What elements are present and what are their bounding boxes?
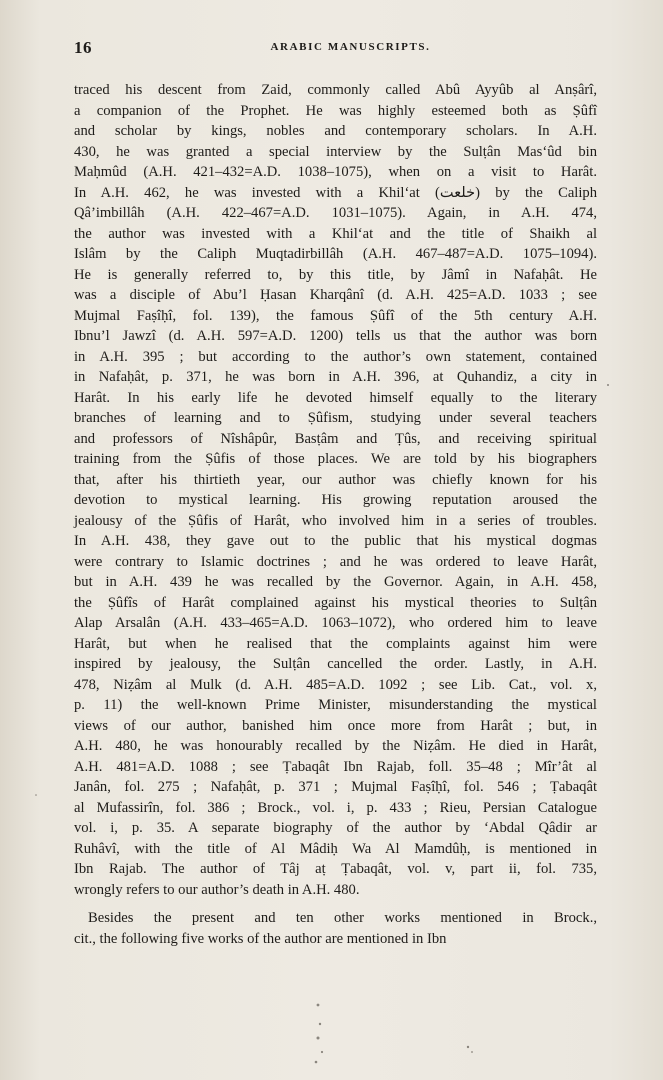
text-line: He is generally referred to, by this title, by Jâmî in Nafaḥât. He [74, 266, 597, 283]
page-header [74, 38, 599, 60]
text-line: traced his descent from Zaid, commonly called Abû Ayyûb al Anṣârî, [74, 82, 597, 98]
text-line: views of our author, banished him once more from Harât ; but, in [74, 717, 597, 734]
text-line: Mujmal Faṣîḥî, fol. 139), the famous Ṣûfî of the 5th century A.H. [74, 307, 597, 324]
text-line: training from the Ṣûfis of those places. We are told by his biographers [74, 451, 597, 467]
text-line: but in A.H. 439 he was recalled by the Governor. Again, in A.H. 458, [74, 574, 597, 590]
paragraph [74, 80, 597, 900]
text-line: the Ṣûfîs of Harât complained against his mystical theories to Sulṭân [74, 594, 597, 611]
text-line: Ruhâvî, with the title of Al Mâdiḥ Wa Al Mamdûḥ, is mentioned in [74, 840, 597, 857]
text-line: Ibn Rajab. The author of Tâj aṭ Ṭabaqât, vol. v, part ii, fol. 735, [74, 861, 597, 877]
text-line: devotion to mystical learning. His growing reputation aroused the [74, 492, 597, 508]
text-line: cit., the following five works of the author are mentioned in Ibn [74, 930, 447, 947]
text-line: Harât. In his early life he devoted himself equally to the literary [74, 389, 597, 406]
text-line: In A.H. 462, he was invested with a Khil‘at (خلعت) by the Caliph [74, 184, 597, 201]
text-line: that, after his thirtieth year, our author was chiefly known for his [74, 471, 597, 488]
text-line: vol. i, p. 35. A separate biography of the author by ‘Abdal Qâdir ar [74, 820, 597, 836]
page-number: 16 [74, 38, 92, 57]
text-line: were contrary to Islamic doctrines ; and he was ordered to leave Harât, [74, 553, 597, 570]
paragraph-gap [74, 900, 597, 908]
text-line: Besides the present and ten other works mentioned in Brock., [88, 910, 597, 926]
text-line: Janân, fol. 275 ; Nafaḥât, p. 371 ; Mujmal Faṣîḥî, fol. 546 ; Ṭabaqât [74, 779, 597, 795]
text-line: jealousy of the Ṣûfis of Harât, who involved him in a series of troubles. [74, 512, 597, 529]
text-line: Alap Arsalân (A.H. 433–465=A.D. 1063–1072), who ordered him to leave [74, 615, 597, 631]
paragraph [74, 908, 597, 949]
text-line: p. 11) the well-known Prime Minister, misunderstanding the mystical [74, 697, 597, 713]
text-line: in A.H. 395 ; but according to the author’s own statement, contained [74, 348, 597, 365]
text-line: wrongly refers to our author’s death in A.H. 480. [74, 881, 360, 898]
text-line: Ibnu’l Jawzî (d. A.H. 597=A.D. 1200) tells us that the author was born [74, 328, 597, 344]
text-line: In A.H. 438, they gave out to the public that his mystical dogmas [74, 533, 597, 549]
body-text [74, 80, 597, 949]
text-line: and professors of Nîshâpûr, Basṭâm and Ṭûs, and receiving spiritual [74, 430, 597, 447]
text-line: inspired by jealousy, the Sulṭân cancelled the order. Lastly, in A.H. [74, 656, 597, 672]
text-line: 478, Niẓâm al Mulk (d. A.H. 485=A.D. 1092 ; see Lib. Cat., vol. x, [74, 676, 597, 693]
text-line: A.H. 481=A.D. 1088 ; see Ṭabaqât Ibn Rajab, foll. 35–48 ; Mîr’ât al [74, 758, 597, 775]
text-line: A.H. 480, he was honourably recalled by the Niẓâm. He died in Harât, [74, 738, 597, 754]
text-line: 430, he was granted a special interview by the Sulṭân Mas‘ûd bin [74, 143, 597, 160]
text-line: Qâ’imbillâh (A.H. 422–467=A.D. 1031–1075). Again, in A.H. 474, [74, 205, 597, 221]
text-line: Islâm by the Caliph Muqtadirbillâh (A.H. 467–487=A.D. 1075–1094). [74, 246, 597, 262]
text-line: and scholar by kings, nobles and contemporary scholars. In A.H. [74, 123, 597, 139]
text-line: was a disciple of Abu’l Ḥasan Kharqânî (d. A.H. 425=A.D. 1033 ; see [74, 287, 597, 303]
text-line: in Nafaḥât, p. 371, he was born in A.H. 396, at Quhandiz, a city in [74, 369, 597, 385]
running-head: ARABIC MANUSCRIPTS. [270, 41, 431, 53]
text-line: al Mufassirîn, fol. 386 ; Brock., vol. i, p. 433 ; Rieu, Persian Catalogue [74, 799, 597, 816]
text-line: Maḥmûd (A.H. 421–432=A.D. 1038–1075), when on a visit to Harât. [74, 164, 597, 180]
text-line: Harât, but when he realised that the complaints against him were [74, 635, 597, 652]
text-line: a companion of the Prophet. He was highly esteemed both as Ṣûfî [74, 102, 597, 119]
text-line: the author was invested with a Khil‘at and the title of Shaikh al [74, 225, 597, 242]
text-line: branches of learning and to Ṣûfism, studying under several teachers [74, 410, 597, 426]
